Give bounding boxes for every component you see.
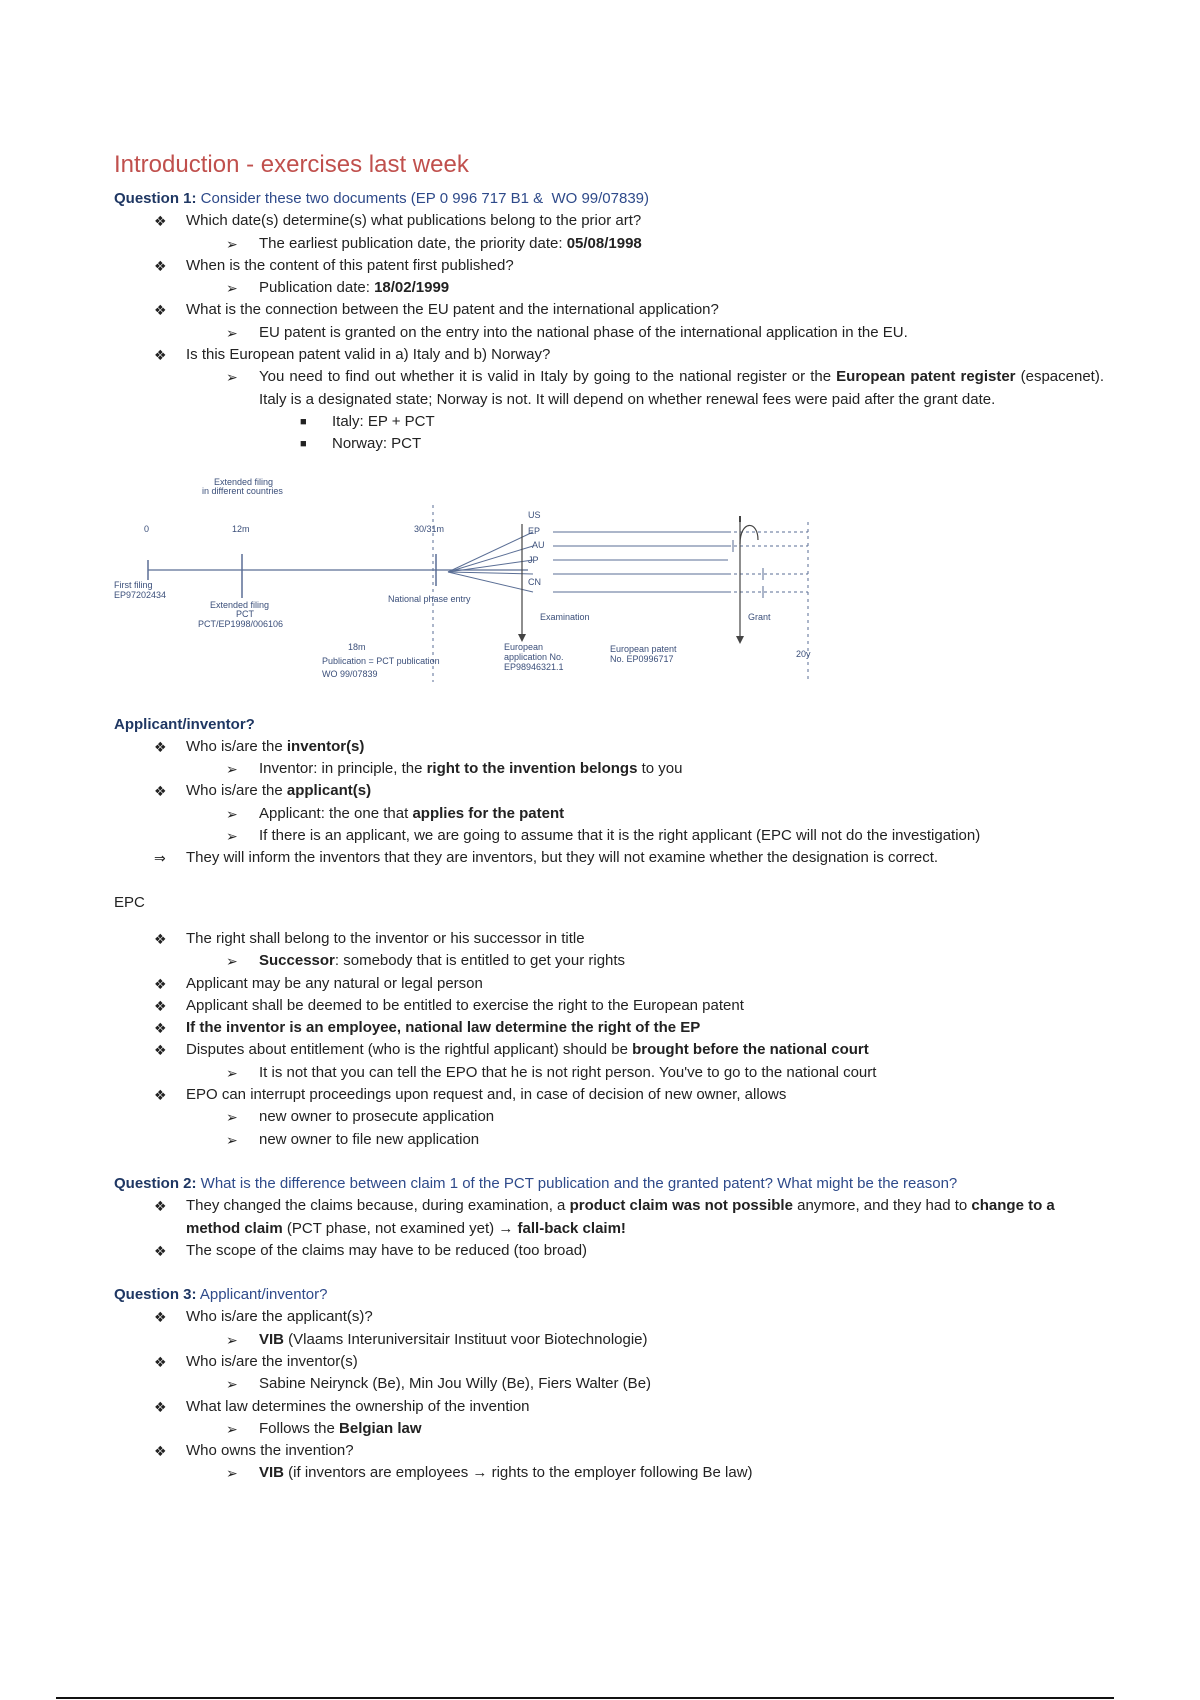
label-0: 0 xyxy=(144,523,150,534)
bullet-icon: ❖ xyxy=(154,1309,167,1326)
label-12m: 12m xyxy=(232,523,250,534)
fan-line xyxy=(448,572,533,574)
bullet-icon: ❖ xyxy=(154,1020,167,1037)
list-item: ❖ The scope of the claims may have to be reduced (too broad) xyxy=(114,1240,1104,1262)
label-eu-app: European xyxy=(504,641,544,652)
arrow-icon: ➢ xyxy=(226,369,238,386)
spacer xyxy=(114,870,1104,892)
label-ep: EP xyxy=(528,525,541,536)
bullet-icon: ❖ xyxy=(154,257,167,274)
spacer xyxy=(114,1151,1104,1173)
spacer xyxy=(114,914,1104,928)
label-extended-pct: Extended filing xyxy=(210,599,270,610)
list-item: ➢ new owner to file new application xyxy=(114,1129,1104,1151)
arrow-icon: ➢ xyxy=(226,1064,238,1081)
bullet-icon: ❖ xyxy=(154,1353,167,1370)
epc-heading: EPC xyxy=(114,893,145,911)
spacer xyxy=(114,1262,1104,1284)
list-item: ❖ If the inventor is an employee, national law determine the right of the EP xyxy=(114,1017,1104,1039)
arrow-icon: ➢ xyxy=(226,828,238,845)
arrow-icon: ➢ xyxy=(226,761,238,778)
list-item: ➢ VIB (Vlaams Interuniversitair Instituut voor Biotechnologie) xyxy=(114,1329,1104,1351)
list-item: ➢ It is not that you can tell the EPO that he is not right person. You've to go to the national court xyxy=(114,1062,1104,1084)
list-item: ❖ Who is/are the applicant(s) xyxy=(114,780,1104,802)
question-3-heading: Question 3: Applicant/inventor? xyxy=(114,1286,328,1304)
label-au: AU xyxy=(532,539,545,550)
document-content xyxy=(114,150,1104,1485)
label-publication: Publication = PCT publication xyxy=(322,655,440,666)
list-item: ➢ Inventor: in principle, the right to the invention belongs to you xyxy=(114,758,1104,780)
arrow-icon: ➢ xyxy=(226,1420,238,1437)
label-cn: CN xyxy=(528,576,541,587)
arrow-icon: ➢ xyxy=(226,1331,238,1348)
arrow-icon: ➢ xyxy=(226,324,238,341)
label-pct: PCT xyxy=(236,608,254,619)
list-item: ❖ What law determines the ownership of the invention xyxy=(114,1396,1104,1418)
list-item: ➢ The earliest publication date, the priority date: 05/08/1998 xyxy=(114,233,1104,255)
list-item: ■ Norway: PCT xyxy=(114,433,1104,455)
label-us: US xyxy=(528,509,541,520)
arrow-icon: ➢ xyxy=(226,1376,238,1393)
list-item: ➢ Successor: somebody that is entitled to get your rights xyxy=(114,950,1104,972)
list-item: ❖ Applicant may be any natural or legal person xyxy=(114,973,1104,995)
label-eu-app3: EP98946321.1 xyxy=(504,661,564,672)
list-item: ❖ What is the connection between the EU patent and the international application? xyxy=(114,299,1104,321)
arrow-icon: ➢ xyxy=(226,953,238,970)
list-item: ➢ new owner to prosecute application xyxy=(114,1106,1104,1128)
list-item: ➢ Publication date: 18/02/1999 xyxy=(114,277,1104,299)
fan-line xyxy=(448,572,533,592)
label-grant: Grant xyxy=(748,611,771,622)
list-item: ➢ Follows the Belgian law xyxy=(114,1418,1104,1440)
list-item: ❖ The right shall belong to the inventor or his successor in title xyxy=(114,928,1104,950)
patent-timeline-diagram xyxy=(108,460,828,710)
list-item: ⇒ They will inform the inventors that they are inventors, but they will not examine whether the designation is correct. xyxy=(114,847,1104,869)
implies-icon: ⇒ xyxy=(154,850,166,867)
question-2-heading: Question 2: What is the difference between claim 1 of the PCT publication and the granted patent? What might be the reason? xyxy=(114,1174,958,1192)
bullet-icon: ❖ xyxy=(154,975,167,992)
label-extended-top2: in different countries xyxy=(202,485,283,496)
label-pct-no: PCT/EP1998/006106 xyxy=(198,618,284,629)
list-item: ➢ You need to find out whether it is valid in Italy by going to the national register or the European patent register (espacenet). Italy is a designated state; Norway is not. It will depend on whether renewal fees were paid after the grant date. xyxy=(226,368,1104,408)
arrow-icon: ➢ xyxy=(226,235,238,252)
fan-line xyxy=(448,546,533,572)
list-item: ❖ They changed the claims because, during examination, a product claim was not possible anymore, and they had to change to a method claim (PCT phase, not examined yet) → fall-back claim! xyxy=(154,1197,1055,1237)
list-item: ➢ EU patent is granted on the entry into the national phase of the international application in the EU. xyxy=(114,322,1104,344)
bullet-icon: ❖ xyxy=(154,1443,167,1460)
label-20y: 20y xyxy=(796,648,811,659)
bullet-icon: ❖ xyxy=(154,738,167,755)
bullet-icon: ❖ xyxy=(154,783,167,800)
bullet-icon: ❖ xyxy=(154,1398,167,1415)
arrow-icon: ➢ xyxy=(226,1131,238,1148)
timeline-svg xyxy=(108,460,828,710)
list-item: ❖ Which date(s) determine(s) what publications belong to the prior art? xyxy=(114,210,1104,232)
list-item: ❖ Who is/are the inventor(s) xyxy=(114,736,1104,758)
label-eu-patent: European patent xyxy=(610,643,677,654)
arrow-icon: ➢ xyxy=(226,280,238,297)
label-national-phase: National phase entry xyxy=(388,593,471,604)
arrow-icon: ➢ xyxy=(226,1109,238,1126)
list-item: ❖ Who is/are the applicant(s)? xyxy=(114,1306,1104,1328)
square-icon: ■ xyxy=(300,415,307,428)
grant-arrowhead xyxy=(736,636,744,644)
grant-curve xyxy=(740,525,758,544)
question-1-heading xyxy=(114,188,1104,210)
list-item: ➢ Applicant: the one that applies for the patent xyxy=(114,803,1104,825)
bullet-icon: ❖ xyxy=(154,213,167,230)
label-extended-top: Extended filing xyxy=(214,476,274,487)
list-item: ❖ When is the content of this patent first published? xyxy=(114,255,1104,277)
list-item: ❖ EPO can interrupt proceedings upon request and, in case of decision of new owner, allows xyxy=(114,1084,1104,1106)
list-item: ■ Italy: EP + PCT xyxy=(114,411,1104,433)
examination-arrowhead xyxy=(518,634,526,642)
list-item: ➢ If there is an applicant, we are going to assume that it is the right applicant (EPC will not do the investigation) xyxy=(114,825,1104,847)
question-1-text: Consider these two documents (EP 0 996 717 B1 & WO 99/07839) xyxy=(196,190,649,207)
list-item: ❖ Is this European patent valid in a) Italy and b) Norway? xyxy=(114,344,1104,366)
bullet-icon: ❖ xyxy=(154,1198,167,1215)
list-item: ➢ VIB (if inventors are employees → rights to the employer following Be law) xyxy=(114,1462,1104,1484)
arrow-icon: ➢ xyxy=(226,1465,238,1482)
applicant-heading: Applicant/inventor? xyxy=(114,715,255,733)
list-item: ➢ Sabine Neirynck (Be), Min Jou Willy (Be), Fiers Walter (Be) xyxy=(114,1373,1104,1395)
footer-divider xyxy=(56,1697,1114,1699)
label-first-filing: First filing xyxy=(114,579,153,590)
list-item: ❖ Who is/are the inventor(s) xyxy=(114,1351,1104,1373)
page-title: Introduction - exercises last week xyxy=(114,151,469,178)
arrow-icon: ➢ xyxy=(226,805,238,822)
list-item: ❖ Who owns the invention? xyxy=(114,1440,1104,1462)
bullet-icon: ❖ xyxy=(154,1042,167,1059)
bullet-icon: ❖ xyxy=(154,1242,167,1259)
list-item: ❖ Applicant shall be deemed to be entitled to exercise the right to the European patent xyxy=(114,995,1104,1017)
label-30-31m: 30/31m xyxy=(414,523,445,534)
label-jp: JP xyxy=(528,554,539,565)
bullet-icon: ❖ xyxy=(154,302,167,319)
label-eu-app2: application No. xyxy=(504,651,564,662)
label-examination: Examination xyxy=(540,611,590,622)
label-18m: 18m xyxy=(348,641,366,652)
list-item: ❖ Disputes about entitlement (who is the rightful applicant) should be brought before the national court xyxy=(114,1039,1104,1061)
bullet-icon: ❖ xyxy=(154,997,167,1014)
label-wo: WO 99/07839 xyxy=(322,668,378,679)
square-icon: ■ xyxy=(300,438,307,451)
bullet-icon: ❖ xyxy=(154,1087,167,1104)
bullet-icon: ❖ xyxy=(154,347,167,364)
question-1-label: Question 1: xyxy=(114,190,197,207)
label-first-no: EP97202434 xyxy=(114,589,167,600)
bullet-icon: ❖ xyxy=(154,930,167,947)
label-eu-patent2: No. EP0996717 xyxy=(610,653,674,664)
